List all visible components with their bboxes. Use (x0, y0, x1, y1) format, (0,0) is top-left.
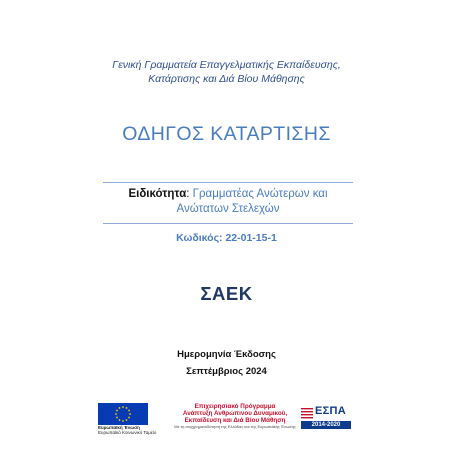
divider-top (103, 182, 353, 183)
issue-label: Ημερομηνία Έκδοσης (177, 349, 276, 360)
eu-star-icon (128, 417, 130, 419)
espa-logo (301, 405, 351, 431)
eu-star-icon (126, 419, 128, 421)
funding-logos (98, 403, 358, 433)
eu-fund: Ευρωπαϊκό Κοινωνικό Ταμείο (98, 430, 157, 435)
eu-star-icon (116, 417, 118, 419)
eu-name: Ευρωπαϊκή Ένωση (98, 425, 140, 430)
eu-star-icon (122, 406, 124, 408)
eu-star-icon (119, 407, 121, 409)
document-title: ΟΔΗΓΟΣ ΚΑΤΑΡΤΙΣΗΣ (122, 123, 331, 145)
divider-bottom (103, 223, 353, 224)
header-line-1: Γενική Γραμματεία Επαγγελματικής Εκπαίδευσης, (112, 59, 341, 71)
eu-star-icon (116, 410, 118, 412)
issue-block (0, 346, 453, 380)
specialty-value-2: Ανώτατων Στελεχών (176, 203, 280, 215)
specialty-code: Κωδικός: 22-01-15-1 (176, 232, 277, 244)
header-line-2: Κατάρτισης και Διά Βίου Μάθησης (148, 73, 305, 85)
espa-flag-icon (301, 407, 313, 419)
eu-star-icon (115, 413, 117, 415)
specialty-line-1 (103, 187, 353, 202)
espa-years: 2014-2020 (301, 421, 351, 429)
program-line-1: Επιχειρησιακό Πρόγραμμα (194, 403, 276, 410)
eu-star-icon (126, 407, 128, 409)
eu-star-icon (122, 420, 124, 422)
program-tagline: Με τη συγχρηματοδότηση της Ελλάδας και της Ευρωπαϊκής Ένωσης (174, 424, 296, 429)
eu-flag-icon (98, 403, 148, 425)
program-line-3: Εκπαίδευση και Διά Βίου Μάθηση (184, 417, 286, 424)
eu-star-icon (119, 419, 121, 421)
ministry-header (40, 58, 413, 86)
program-line-2: Ανάπτυξη Ανθρώπινου Δυναμικού, (182, 410, 288, 417)
eu-star-icon (128, 410, 130, 412)
eu-caption (98, 425, 158, 435)
specialty-label: Ειδικότητα (128, 188, 187, 200)
specialty-value-1: Γραμματέας Ανώτερων και (189, 188, 328, 200)
institution-name: ΣΑΕΚ (200, 283, 253, 304)
program-logo (164, 403, 306, 433)
specialty-block (103, 187, 353, 217)
espa-word: ΕΣΠΑ (315, 405, 347, 417)
issue-date: Σεπτέμβριος 2024 (186, 366, 267, 377)
eu-star-icon (129, 413, 131, 415)
specialty-colon: : (186, 188, 190, 200)
